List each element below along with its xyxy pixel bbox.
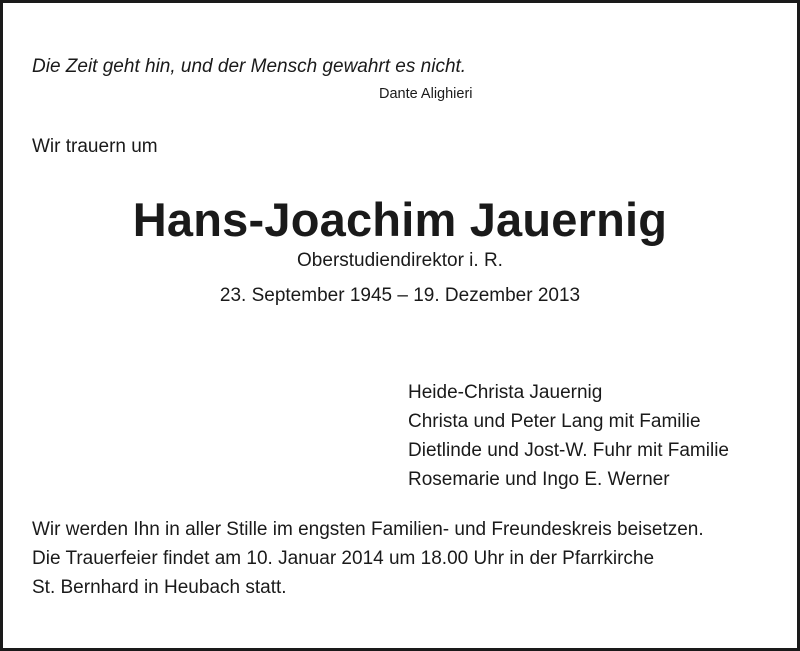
life-dates: 23. September 1945 – 19. Dezember 2013 <box>219 285 581 306</box>
mourner-item: Dietlinde und Jost-W. Fuhr mit Familie <box>408 440 729 461</box>
closing-line: St. Bernhard in Heubach statt. <box>32 577 287 598</box>
deceased-name: Hans-Joachim Jauernig <box>132 193 668 246</box>
intro-text: Wir trauern um <box>32 136 158 157</box>
quote-author: Dante Alighieri <box>379 86 473 102</box>
closing-text <box>32 515 704 602</box>
mourners-list <box>408 378 729 494</box>
mourner-item: Heide-Christa Jauernig <box>408 382 603 403</box>
mourner-item: Rosemarie und Ingo E. Werner <box>408 469 670 490</box>
deceased-title: Oberstudiendirektor i. R. <box>297 250 503 271</box>
quote-text: Die Zeit geht hin, und der Mensch gewahrt es nicht. <box>32 56 467 77</box>
closing-line: Die Trauerfeier findet am 10. Januar 2014 um 18.00 Uhr in der Pfarrkirche <box>32 548 655 569</box>
mourner-item: Christa und Peter Lang mit Familie <box>408 411 701 432</box>
closing-line: Wir werden Ihn in aller Stille im engsten Familien- und Freundeskreis beisetzen. <box>32 519 704 540</box>
